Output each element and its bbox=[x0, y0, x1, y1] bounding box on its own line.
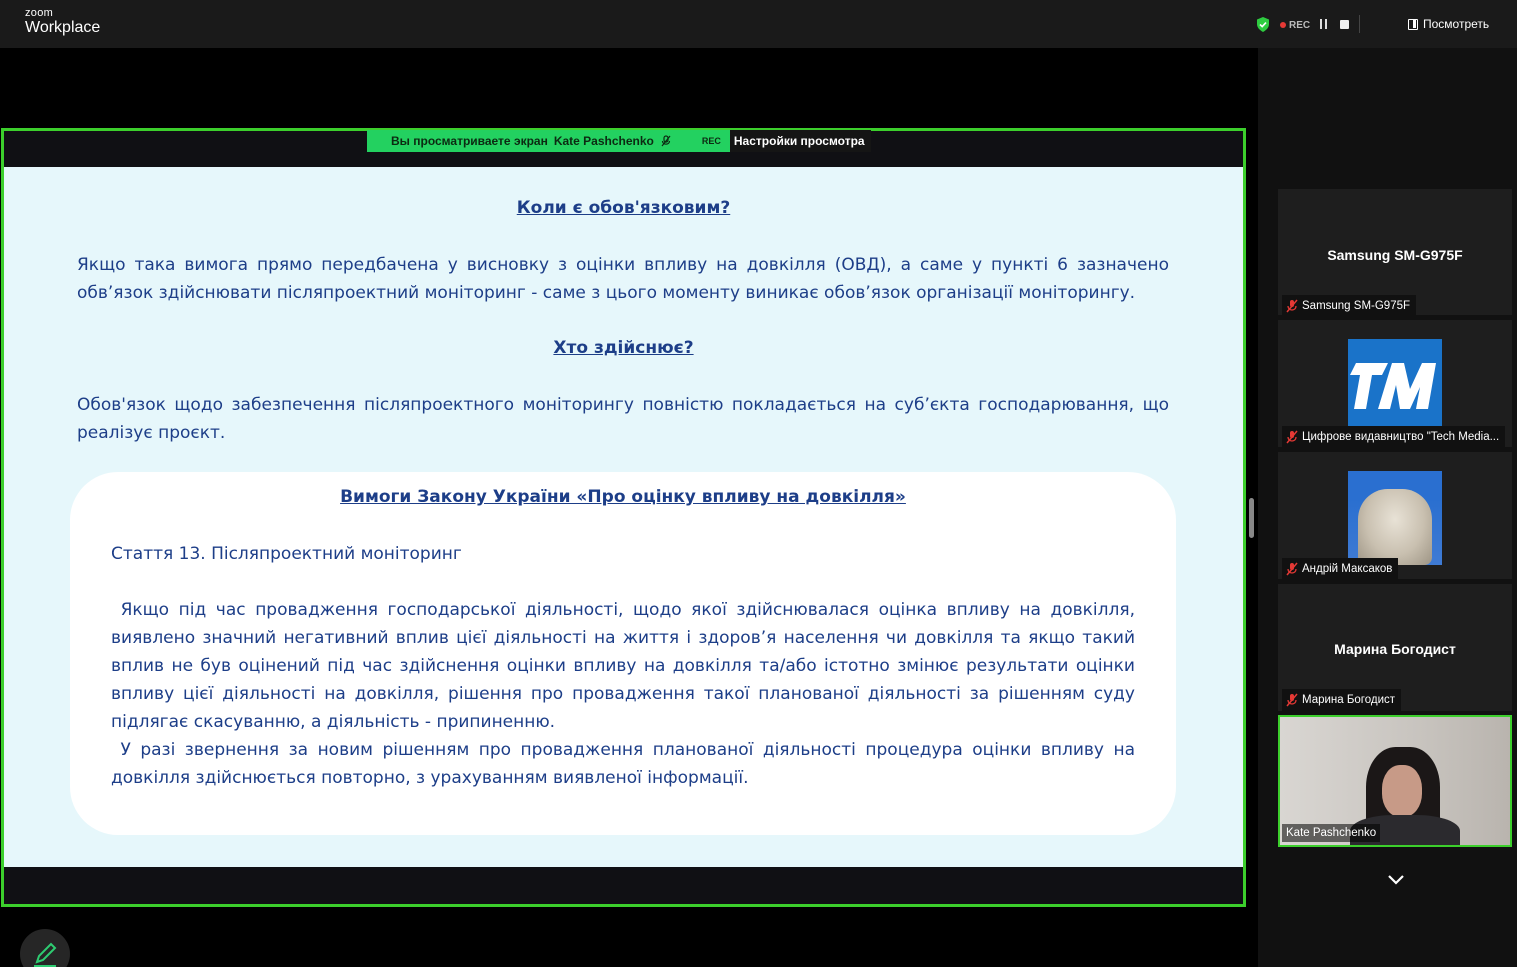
stop-icon[interactable] bbox=[1340, 20, 1349, 29]
view-button-label: Посмотреть bbox=[1423, 17, 1490, 31]
slide-heading-who: Хто здійснює? bbox=[553, 338, 694, 358]
panel-resize-handle[interactable] bbox=[1249, 498, 1254, 538]
article-title: Стаття 13. Післяпроектний моніторинг bbox=[111, 544, 462, 564]
techmedia-avatar bbox=[1348, 339, 1442, 433]
participant-label bbox=[1282, 689, 1401, 711]
participant-name: Марина Богодист bbox=[1302, 694, 1396, 706]
recording-controls bbox=[1256, 16, 1360, 32]
view-layout-icon bbox=[1408, 19, 1418, 30]
card-body-paragraph-1: Якщо під час провадження господарської діяльності, щодо якої здійснювалася оцінка впливу на довкілля, виявлено значний негативний вплив цієї діяльності на життя і здоров’я населення чи довкілля та якщо такий вплив не був оцінений під час здійснення оцінки впливу на довкілля та/або істотно змінює результати оцінки впливу цієї діяльності на довкілля, рішення про провадження такої планованої діяльності за рішенням суду підлягає скасуванню, а діяльність - припиненню. bbox=[111, 600, 1141, 732]
participant-name: Андрій Максаков bbox=[1302, 563, 1393, 575]
zoom-logo bbox=[25, 8, 100, 36]
statue-image bbox=[1358, 489, 1432, 565]
law-requirements-card bbox=[70, 472, 1176, 835]
divider bbox=[1359, 15, 1360, 33]
andriy-avatar bbox=[1348, 471, 1442, 565]
chevron-down-icon[interactable] bbox=[1386, 869, 1406, 889]
slide-paragraph-who: Обов'язок щодо забезпечення післяпроектного моніторингу повністю покладається на суб’єкта господарювання, що реалізує проєкт. bbox=[77, 395, 1169, 443]
presentation-slide bbox=[4, 167, 1243, 867]
banner-rec-label: REC bbox=[701, 136, 721, 146]
card-body-paragraph-2: У разі звернення за новим рішенням про провадження планованої діяльності процедура оцінки впливу на довкілля здійснюється повторно, з урахуванням виявленої інформації. bbox=[111, 740, 1141, 788]
participant-label bbox=[1282, 558, 1398, 580]
participant-video-kate[interactable] bbox=[1278, 715, 1512, 847]
participant-name: Samsung SM-G975F bbox=[1302, 300, 1411, 312]
viewing-prefix: Вы просматриваете экран bbox=[391, 134, 548, 148]
pause-icon[interactable] bbox=[1320, 19, 1330, 29]
viewing-banner bbox=[367, 130, 730, 152]
participant-tile-title: Samsung SM-G975F bbox=[1327, 247, 1463, 263]
video-person-face bbox=[1382, 765, 1422, 817]
mic-off-icon bbox=[1285, 299, 1299, 313]
participant-tile-title: Марина Богодист bbox=[1334, 641, 1456, 657]
share-banner bbox=[367, 130, 871, 152]
card-heading: Вимоги Закону України «Про оцінку впливу на довкілля» bbox=[340, 487, 906, 507]
mic-off-icon bbox=[1285, 430, 1299, 444]
logo-small-text: zoom bbox=[25, 7, 54, 19]
card-body bbox=[111, 596, 1141, 792]
slide-paragraph-when: Якщо така вимога прямо передбачена у висновку з оцінки впливу на довкілля (ОВД), а саме у пункті 6 зазначено обв’язок здійснювати післяпроектний моніторинг - саме з цього моменту виникає обов’язок організації моніторингу. bbox=[77, 255, 1169, 303]
participant-label bbox=[1282, 295, 1416, 317]
view-settings-button[interactable]: Настройки просмотра bbox=[730, 130, 871, 152]
logo-big-text: Workplace bbox=[25, 19, 101, 36]
pencil-icon bbox=[20, 929, 70, 967]
mic-off-icon bbox=[1285, 562, 1299, 576]
annotate-button[interactable] bbox=[20, 929, 70, 967]
view-button[interactable] bbox=[1408, 17, 1489, 31]
top-bar bbox=[0, 0, 1517, 48]
techmedia-logo-icon bbox=[1348, 339, 1442, 433]
slide-heading-when: Коли є обов'язковим? bbox=[516, 198, 731, 218]
mic-off-icon bbox=[660, 135, 672, 147]
presenter-name: Kate Pashchenko bbox=[553, 134, 654, 148]
participant-name: Цифрове видавництво "Tech Media... bbox=[1302, 431, 1500, 443]
rec-indicator: REC bbox=[1280, 15, 1310, 33]
participant-name: Kate Pashchenko bbox=[1282, 824, 1380, 842]
shield-icon bbox=[1256, 17, 1270, 32]
mic-off-icon bbox=[1285, 693, 1299, 707]
participant-label bbox=[1282, 426, 1505, 448]
